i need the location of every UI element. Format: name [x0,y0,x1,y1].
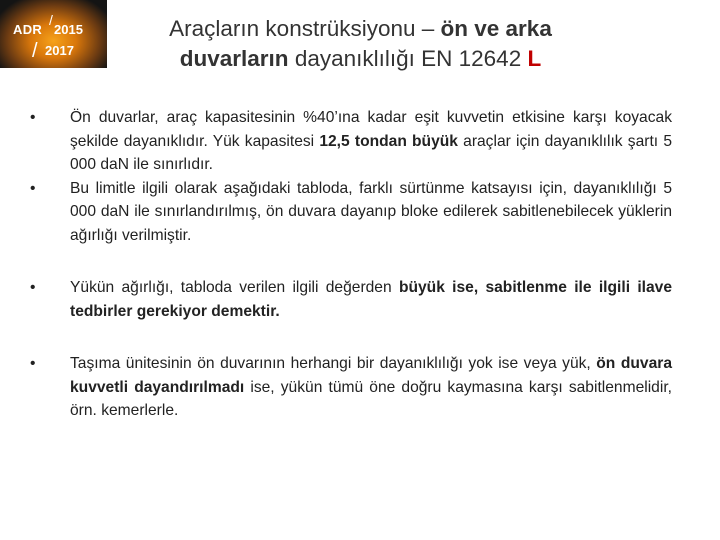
bullet-text: Taşıma ünitesinin ön duvarının herhangi bir dayanıklılığı yok ise veya yük, [70,355,597,372]
adr-logo [0,0,107,68]
logo-adr-text: ADR [13,22,43,37]
title-part2: dayanıklılığı EN 12642 [288,46,528,71]
bullet-text: araçlar için dayanıklılık şartı 5 000 daN ile sınırlıdır. [70,132,672,173]
title-bold: ön ve arka duvarların [179,16,552,71]
bullet-dot: • [30,109,36,126]
title-red-letter: L [527,46,542,71]
logo-slash: / [32,40,38,62]
bullet-list [30,106,672,423]
bullet-dot: • [30,355,36,372]
slide-title [118,14,603,74]
bullet-bold-text: 12,5 tondan büyük [319,132,458,150]
bullet-item [30,352,672,423]
bullet-item [30,276,672,323]
bullet-text: Yükün ağırlığı, tabloda verilen ilgili değerden [70,279,399,296]
bullet-text: Bu limitle ilgili olarak aşağıdaki tabloda, farklı sürtünme katsayısı için, dayanıklılığı 5 000 daN ile sınırlandırılmış, ön duvara dayanıp bloke edilerek sabitlenebilecek yüklerin ağırlığı verilmiştir. [70,179,672,244]
bullet-text: Ön duvarlar, araç kapasitesinin %40’ına kadar eşit kuvvetin etkisine karşı koyacak şekilde dayanıklıdır. Yük kapasitesi [70,109,672,150]
bullet-text: ise, yükün tümü öne doğru kaymasına karşı sabitlenmelidir, örn. kemerlerle. [70,378,672,419]
bullet-bold-text: ön duvara kuvvetli dayandırılmadı [70,355,672,396]
bullet-item [30,177,672,248]
bullet-item [30,106,672,177]
title-part1: Araçların konstrüksiyonu – [169,16,441,41]
bullet-dot: • [30,179,36,197]
logo-year-2015: 2015 [54,22,83,37]
bullet-dot: • [30,279,36,296]
logo-year-2017: 2017 [45,43,74,58]
bullet-bold-text: büyük ise, sabitlenme ile ilgili ilave tedbirler gerekiyor demektir. [70,279,672,320]
logo-slash: / [49,12,53,28]
